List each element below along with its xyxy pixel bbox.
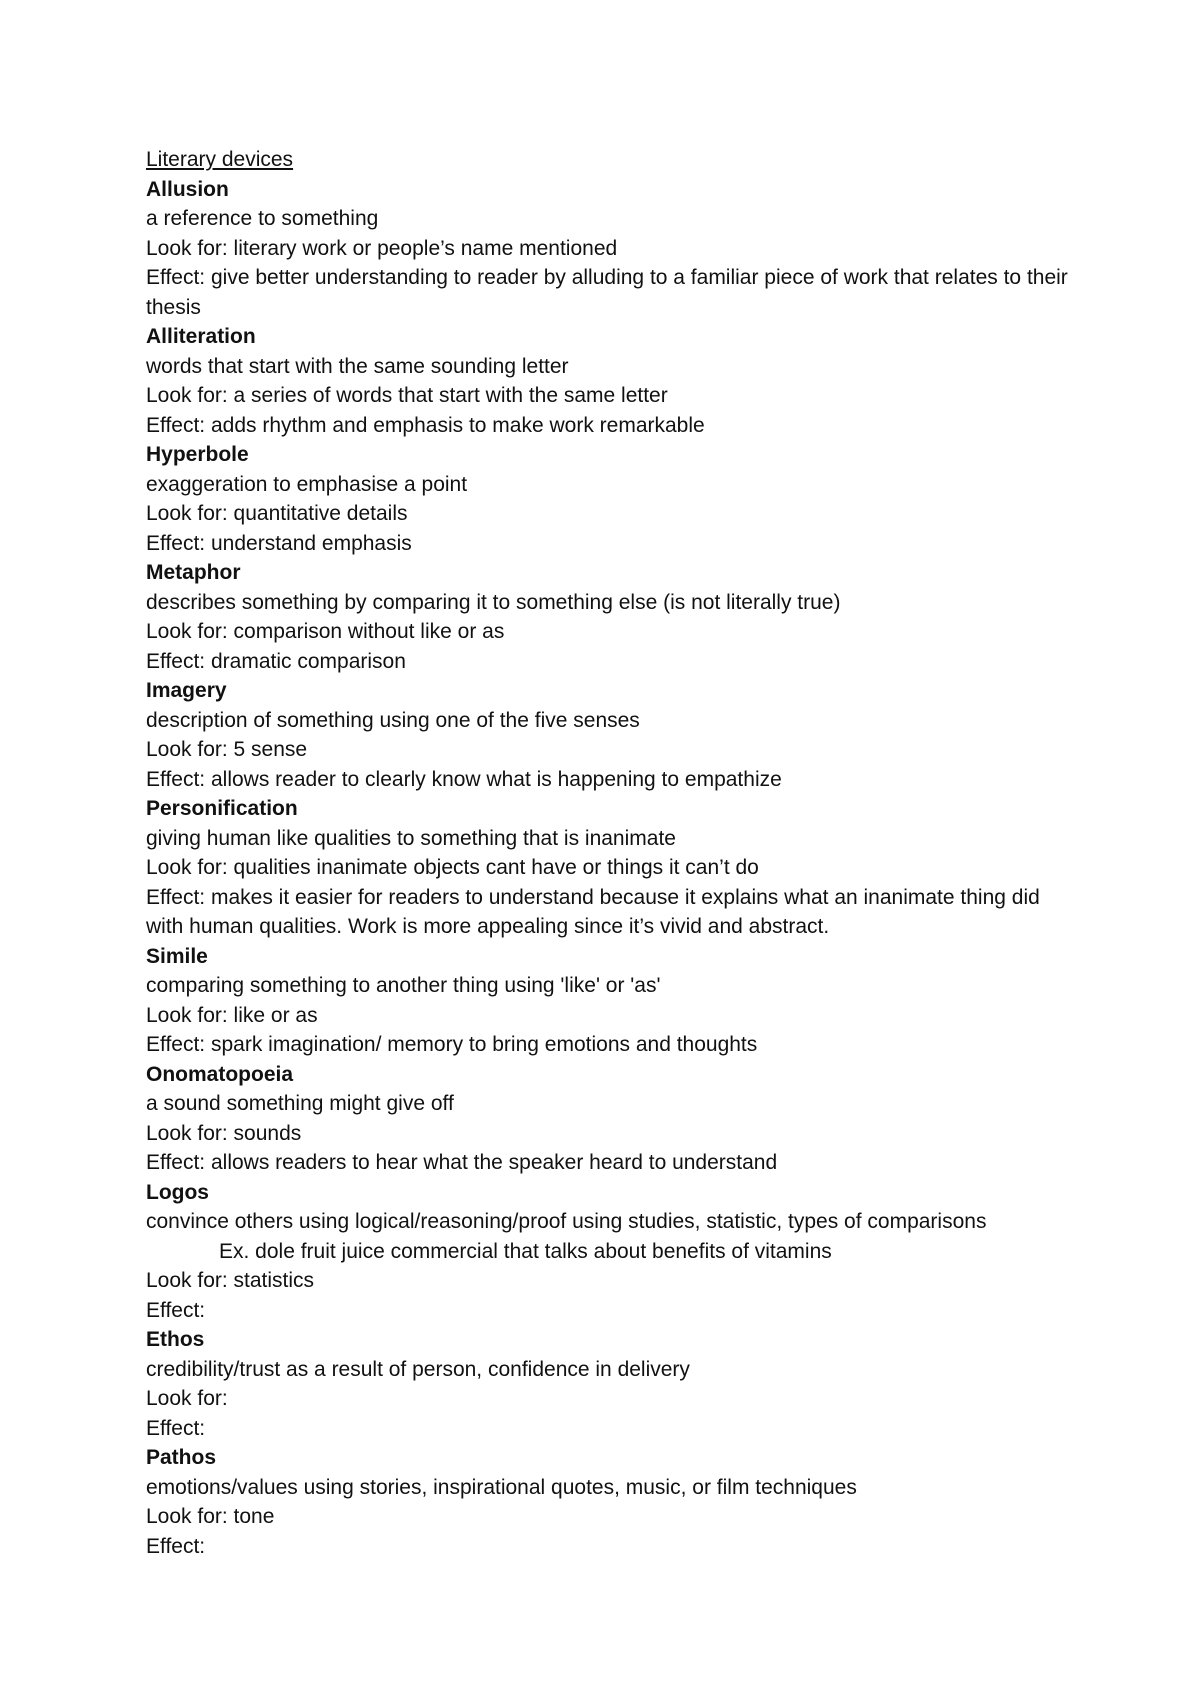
- example-logos: Ex. dole fruit juice commercial that talks about benefits of vitamins: [219, 1239, 832, 1263]
- look-for-alliteration: Look for: a series of words that start with the same letter: [146, 384, 668, 407]
- definition-alliteration: words that start with the same sounding letter: [146, 354, 569, 378]
- look-for-logos: Look for: statistics: [146, 1269, 315, 1292]
- effect-logos: Effect:: [146, 1298, 206, 1322]
- effect-personification: Effect: makes it easier for readers to understand because it explains what an inanimate thing did with human qualities. Work is more appealing since it’s vivid and abstract.: [146, 885, 1040, 938]
- effect-metaphor: Effect: dramatic comparison: [146, 649, 406, 673]
- document-body: [146, 145, 1076, 1561]
- effect-ethos: Effect:: [146, 1416, 206, 1440]
- look-for-simile: Look for: like or as: [146, 1003, 318, 1027]
- effect-allusion: Effect: give better understanding to reader by alluding to a familiar piece of work that relates to their thesis: [146, 266, 1068, 319]
- look-for-personification: Look for: qualities inanimate objects cant have or things it can’t do: [146, 856, 759, 879]
- effect-onomatopoeia: Effect: allows readers to hear what the speaker heard to understand: [146, 1151, 778, 1174]
- term-alliteration: Alliteration: [146, 325, 256, 348]
- term-imagery: Imagery: [146, 679, 227, 702]
- effect-imagery: Effect: allows reader to clearly know what is happening to empathize: [146, 767, 782, 791]
- definition-hyperbole: exaggeration to emphasise a point: [146, 472, 468, 496]
- look-for-metaphor: Look for: comparison without like or as: [146, 620, 505, 643]
- term-onomatopoeia: Onomatopoeia: [146, 1062, 294, 1086]
- definition-pathos: emotions/values using stories, inspirational quotes, music, or film techniques: [146, 1475, 857, 1499]
- definition-logos: convince others using logical/reasoning/proof using studies, statistic, types of comparisons: [146, 1210, 987, 1233]
- term-personification: Personification: [146, 797, 298, 820]
- definition-allusion: a reference to something: [146, 207, 379, 230]
- effect-simile: Effect: spark imagination/ memory to bring emotions and thoughts: [146, 1033, 758, 1056]
- definition-simile: comparing something to another thing using 'like' or 'as': [146, 974, 661, 997]
- definition-personification: giving human like qualities to something that is inanimate: [146, 826, 676, 850]
- term-hyperbole: Hyperbole: [146, 443, 249, 466]
- term-metaphor: Metaphor: [146, 561, 241, 584]
- term-pathos: Pathos: [146, 1446, 217, 1469]
- look-for-pathos: Look for: tone: [146, 1505, 275, 1528]
- term-ethos: Ethos: [146, 1328, 205, 1351]
- look-for-hyperbole: Look for: quantitative details: [146, 502, 408, 525]
- document-title: Literary devices: [146, 148, 294, 171]
- effect-pathos: Effect:: [146, 1534, 206, 1558]
- definition-imagery: description of something using one of the five senses: [146, 708, 640, 732]
- effect-alliteration: Effect: adds rhythm and emphasis to make work remarkable: [146, 413, 705, 437]
- definition-metaphor: describes something by comparing it to something else (is not literally true): [146, 590, 841, 614]
- look-for-ethos: Look for:: [146, 1387, 228, 1410]
- term-logos: Logos: [146, 1180, 209, 1204]
- definition-ethos: credibility/trust as a result of person, confidence in delivery: [146, 1357, 690, 1381]
- look-for-onomatopoeia: Look for: sounds: [146, 1121, 302, 1145]
- look-for-allusion: Look for: literary work or people’s name mentioned: [146, 236, 618, 260]
- definition-onomatopoeia: a sound something might give off: [146, 1092, 454, 1115]
- look-for-imagery: Look for: 5 sense: [146, 738, 308, 761]
- effect-hyperbole: Effect: understand emphasis: [146, 531, 412, 555]
- term-simile: Simile: [146, 944, 208, 968]
- term-allusion: Allusion: [146, 177, 229, 201]
